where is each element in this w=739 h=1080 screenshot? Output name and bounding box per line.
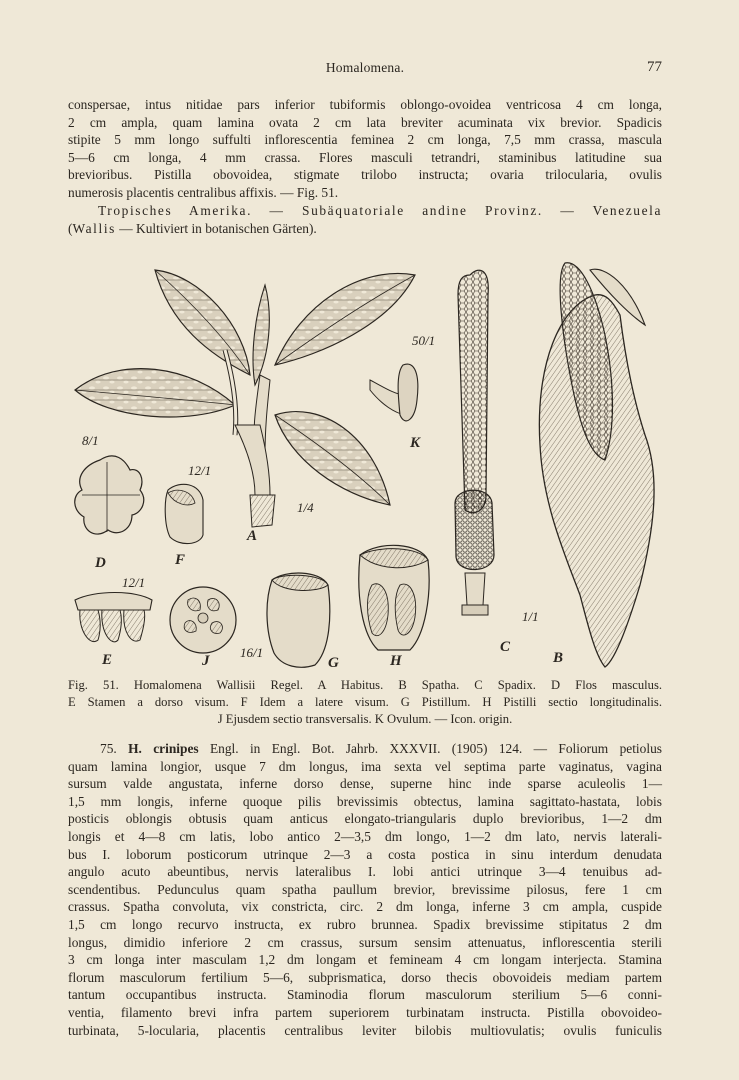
collector-name: Wallis bbox=[72, 220, 116, 236]
page-number: 77 bbox=[647, 59, 662, 75]
figure-h-longitudinal-section bbox=[359, 545, 429, 650]
text-line: longis et 4—8 cm latis, lobo antico 2—3,5 dm longo, 1—2 dm lato, nervis laterali- bbox=[68, 828, 662, 844]
text-line: sursum valde angustata, inferne dorso dense, superne hinc inde sparse aculeolis 1— bbox=[68, 776, 662, 792]
plate-illustration bbox=[60, 255, 680, 675]
text-line: tantum occupantibus instructa. Staminodia florum masculorum sterilium 5—6 conni- bbox=[68, 987, 662, 1003]
text-line: conspersae, intus nitidae pars inferior tubiformis oblongo-ovoidea ventricosa 4 cm longa, bbox=[68, 97, 662, 112]
distribution-rest: — Kultiviert in botanischen Gärten). bbox=[115, 220, 317, 236]
species-citation: Engl. in Engl. Bot. Jahrb. XXXVII. (1905) 124. — Foliorum petiolus bbox=[209, 741, 662, 756]
label-a: A bbox=[247, 528, 258, 544]
species-entry bbox=[68, 740, 662, 1039]
text-line: 5—6 cm longa, 4 mm crassa. Flores masculi tetrandri, staminibus latitudine sua bbox=[68, 149, 662, 165]
text-line: ventia, filamento brevi infra partem superiorem turbinatam instructa. Pistilla obovoideo- bbox=[68, 1004, 662, 1020]
figure-b-spatha bbox=[539, 263, 654, 667]
scale-e: 12/1 bbox=[122, 575, 146, 590]
scale-j: 16/1 bbox=[240, 645, 264, 660]
label-c: C bbox=[500, 639, 511, 655]
figure-caption bbox=[68, 677, 662, 728]
figure-e-stamen-dorsal bbox=[75, 593, 152, 642]
figure-c-spadix bbox=[455, 270, 494, 615]
paren: ( bbox=[68, 220, 73, 236]
text-line: longus, dimidio inferiore 2 cm crassus, sursum sensim attenuatus, inflorescentia sterili bbox=[68, 934, 662, 950]
distribution-line: Tropisches Amerika. — Subäquatoriale andine Provinz. — Venezuela bbox=[98, 203, 662, 218]
text-line: brevioribus. Pistilla obovoidea, stigmate trilobo instructa; ovaria trilocularia, ovulis bbox=[68, 167, 662, 183]
scale-d: 8/1 bbox=[82, 433, 99, 448]
species-heading bbox=[68, 740, 662, 758]
figure-k-ovulum bbox=[370, 364, 418, 421]
text-line: numerosis placentis centralibus affixis. — Fig. 51. bbox=[68, 184, 339, 200]
scale-b: 1/1 bbox=[522, 609, 539, 624]
text-line: turbinata, 5-locularia, placentis centralibus leviter bilobis multiovulatis; ovulis funiculis bbox=[68, 1022, 662, 1038]
caption-line: E Stamen a dorso visum. F Idem a latere visum. G Pistillum. H Pistilli sectio longitudinalis. bbox=[68, 695, 662, 709]
text-line: bus I. loborum posticorum utrinque 2—3 a costa postica in sinu interdum denudata bbox=[68, 846, 662, 862]
scale-a: 1/4 bbox=[297, 500, 314, 515]
text-line: 3 cm longa inter masculam 1,2 dm longam et femineam 4 cm longam interjecta. Stamina bbox=[68, 952, 662, 968]
label-g: G bbox=[328, 655, 339, 671]
text-line: posticis oblongis obtusis quam anticus elongato-triangularis duplo brevioribus, 1—2 dm bbox=[68, 811, 662, 827]
figure-j-cross-section bbox=[170, 587, 236, 653]
distribution-line-2 bbox=[68, 220, 662, 238]
label-b: B bbox=[553, 650, 564, 666]
text-line: scendentibus. Pedunculus quam spatha paullum brevior, brevissime pilosus, fere 1 cm bbox=[68, 881, 662, 897]
label-e: E bbox=[102, 652, 113, 668]
distribution bbox=[68, 202, 662, 237]
label-f: F bbox=[175, 552, 186, 568]
figure-d-flos bbox=[75, 456, 144, 534]
species-number: 75. bbox=[100, 741, 117, 756]
text-line: crassus. Spatha convoluta, vix constricta, circ. 2 dm longa, inferne 3 cm ampla, cuspide bbox=[68, 899, 662, 915]
text-line: 1,5 mm longis, inferne quoque pilis brevissimis obtectus, lamina sagittato-hastata, lobis bbox=[68, 793, 662, 809]
label-j: J bbox=[202, 653, 210, 669]
label-k: K bbox=[410, 435, 421, 451]
species-name: H. crinipes bbox=[128, 741, 199, 756]
running-title: Homalomena. bbox=[325, 60, 405, 75]
text-line: angulo acuto abeuntibus, nervis lateralibus I. lobi antici utrinque 3—4 tenuibus ad- bbox=[68, 864, 662, 880]
botanical-figure bbox=[60, 255, 680, 675]
caption-line: J Ejusdem sectio transversalis. K Ovulum. — Icon. origin. bbox=[217, 712, 513, 726]
text-line: 2 cm ampla, quam lamina ovata 2 cm lata breviter acuminata vix brevior. Spadicis bbox=[68, 114, 662, 130]
text-line: stipite 5 mm longo suffulti inflorescentia feminea 2 cm longa, 7,5 mm crassa, mascula bbox=[68, 132, 662, 148]
scale-k: 50/1 bbox=[412, 333, 436, 348]
intro-paragraph bbox=[68, 96, 662, 202]
text-line: florum masculorum fertilium 5—6, subprismatica, dorso thecis obovoideis mediam partem bbox=[68, 969, 662, 985]
scale-f: 12/1 bbox=[188, 463, 212, 478]
running-header bbox=[68, 60, 662, 80]
label-h: H bbox=[390, 653, 402, 669]
figure-f-stamen-side bbox=[165, 484, 203, 543]
text-line: 1,5 cm longo recurvo instructa, ex rubro brunnea. Spadix brevissime stipitatus 2 dm bbox=[68, 916, 662, 932]
label-d: D bbox=[95, 555, 106, 571]
figure-g-pistillum bbox=[267, 573, 330, 667]
text-line: quam lamina longior, usque 7 dm longus, ima sexta vel septima parte vaginatus, vagina bbox=[68, 758, 662, 774]
caption-line: Fig. 51. Homalomena Wallisii Regel. A Habitus. B Spatha. C Spadix. D Flos masculus. bbox=[68, 678, 662, 692]
